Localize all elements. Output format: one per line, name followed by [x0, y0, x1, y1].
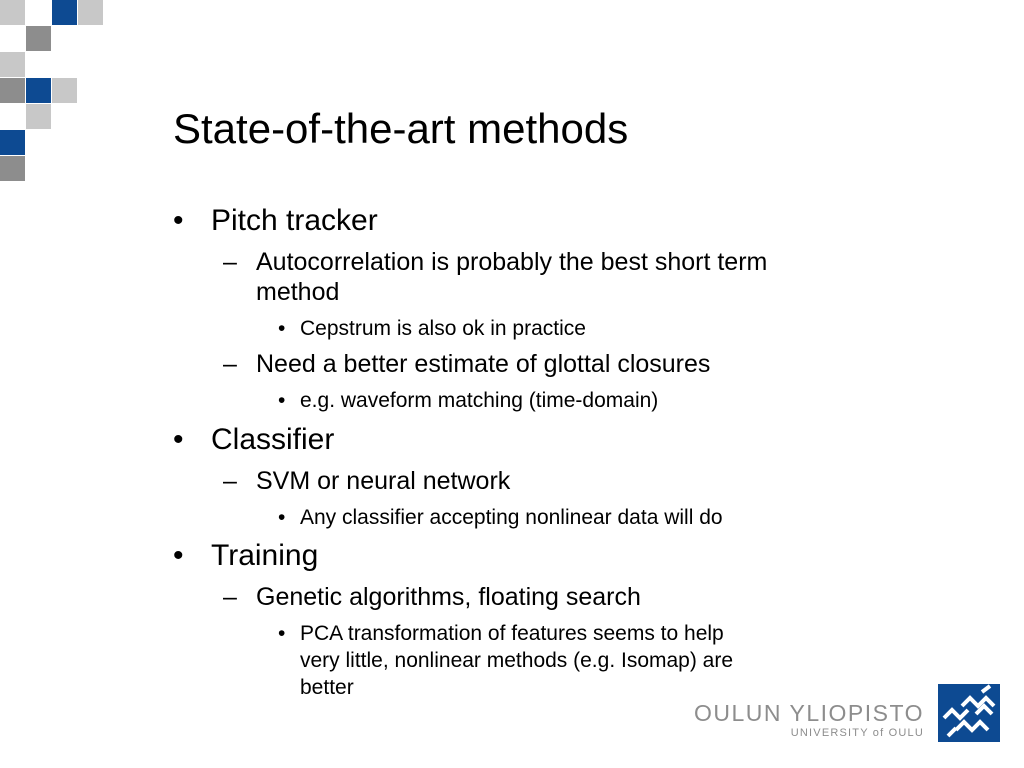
subbullet-glottal-closures: [223, 349, 710, 379]
bullet-marker: •: [278, 506, 286, 529]
oulu-university-emblem-icon: [938, 684, 1000, 742]
subsubbullet-text: Cepstrum is also ok in practice: [300, 317, 586, 340]
slide-title: State-of-the-art methods: [173, 105, 629, 152]
subbullet-genetic-algorithms: [223, 582, 641, 612]
bullet-marker: •: [278, 622, 286, 645]
subbullet-text: Genetic algorithms, floating search: [256, 583, 641, 611]
subbullet-text: [256, 247, 767, 307]
bullet-training: [173, 539, 318, 573]
dash-marker: –: [223, 583, 237, 611]
text-line: PCA transformation of features seems to help: [300, 622, 724, 645]
university-logo-text: [694, 700, 924, 740]
dash-marker: –: [223, 248, 237, 276]
subsubbullet-pca: [278, 620, 733, 701]
bullet-text: Classifier: [211, 423, 335, 456]
bullet-pitch-tracker: [173, 204, 378, 238]
subsubbullet-any-classifier: [278, 504, 723, 531]
text-line: better: [300, 676, 354, 699]
subsubbullet-waveform-matching: [278, 387, 658, 414]
dash-marker: –: [223, 467, 237, 495]
bullet-marker: •: [278, 389, 286, 412]
subsubbullet-text: e.g. waveform matching (time-domain): [300, 389, 659, 412]
subsubbullet-cepstrum: [278, 315, 586, 342]
dash-marker: –: [223, 350, 237, 378]
logo-name: OULUN YLIOPISTO: [694, 700, 924, 726]
text-line: method: [256, 278, 340, 306]
bullet-marker: •: [173, 423, 184, 456]
subbullet-svm: [223, 466, 510, 496]
text-line: very little, nonlinear methods (e.g. Isomap) are: [300, 649, 734, 672]
bullet-text: Pitch tracker: [211, 204, 378, 237]
text-line: Autocorrelation is probably the best short term: [256, 248, 768, 276]
bullet-text: Training: [211, 539, 319, 572]
bullet-marker: •: [173, 539, 184, 572]
logo-subtitle: UNIVERSITY of OULU: [790, 727, 924, 739]
subsubbullet-text: Any classifier accepting nonlinear data will do: [300, 506, 723, 529]
bullet-classifier: [173, 423, 334, 457]
bullet-marker: •: [173, 204, 184, 237]
subbullet-text: Need a better estimate of glottal closures: [256, 350, 711, 378]
subbullet-autocorrelation: [223, 247, 767, 307]
bullet-marker: •: [278, 317, 286, 340]
subsubbullet-text: [300, 620, 733, 701]
subbullet-text: SVM or neural network: [256, 467, 511, 495]
